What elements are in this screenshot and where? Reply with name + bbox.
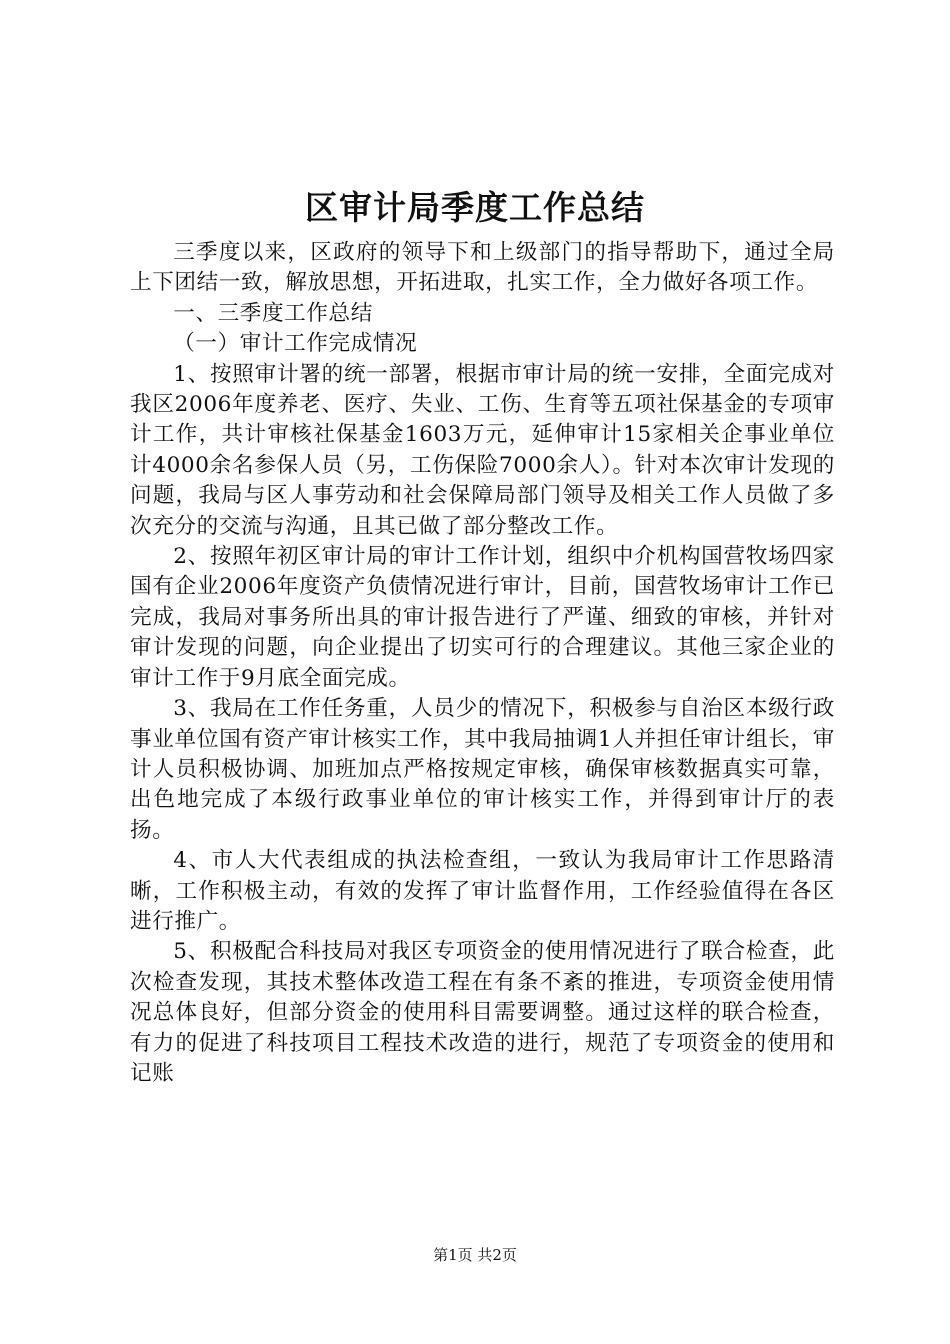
subsection-heading: （一）审计工作完成情况 <box>173 331 418 357</box>
paragraph-item-5: 5、积极配合科技局对我区专项资金的使用情况进行了联合检查，此次检查发现，其技术整体改造工程在有条不紊的推进，专项资金使用情况总体良好，但部分资金的使用科目需要调整。通过这样的联合检查，有力的促进了科技项目工程技术改造的进行，规范了专项资金的使用和记账 <box>130 939 835 1086</box>
intro-paragraph: 三季度以来，区政府的领导下和上级部门的指导帮助下，通过全局上下团结一致，解放思想，开拓进取，扎实工作，全力做好各项工作。 <box>130 240 835 296</box>
document-body <box>130 238 835 1089</box>
paragraph-item-3: 3、我局在工作任务重，人员少的情况下，积极参与自治区本级行政事业单位国有资产审计核实工作，其中我局抽调1人并担任审计组长，审计人员积极协调、加班加点严格按规定审核，确保审核数据真实可靠，出色地完成了本级行政事业单位的审计核实工作，并得到审计厅的表扬。 <box>130 696 835 843</box>
document-title: 区审计局季度工作总结 <box>305 188 645 227</box>
section-heading: 一、三季度工作总结 <box>173 300 373 326</box>
paragraph-item-2: 2、按照年初区审计局的审计工作计划，组织中介机构国营牧场四家国有企业2006年度资产负债情况进行审计，目前，国营牧场审计工作已完成，我局对事务所出具的审计报告进行了严谨、细致的审核，并针对审计发现的问题，向企业提出了切实可行的合理建议。其他三家企业的审计工作于9月底全面完成。 <box>130 544 835 691</box>
paragraph-item-1: 1、按照审计署的统一部署，根据市审计局的统一安排，全面完成对我区2006年度养老、医疗、失业、工伤、生育等五项社保基金的专项审计工作，共计审核社保基金1603万元，延伸审计15家相关企事业单位计4000余名参保人员（另，工伤保险7000余人）。针对本次审计发现的问题，我局与区人事劳动和社会保障局部门领导及相关工作人员做了多次充分的交流与沟通，且其已做了部分整改工作。 <box>130 361 835 539</box>
paragraph-item-4: 4、市人大代表组成的执法检查组，一致认为我局审计工作思路清晰，工作积极主动，有效的发挥了审计监督作用，工作经验值得在各区进行推广。 <box>130 848 835 934</box>
page-number-footer: 第1页 共2页 <box>433 1246 517 1264</box>
